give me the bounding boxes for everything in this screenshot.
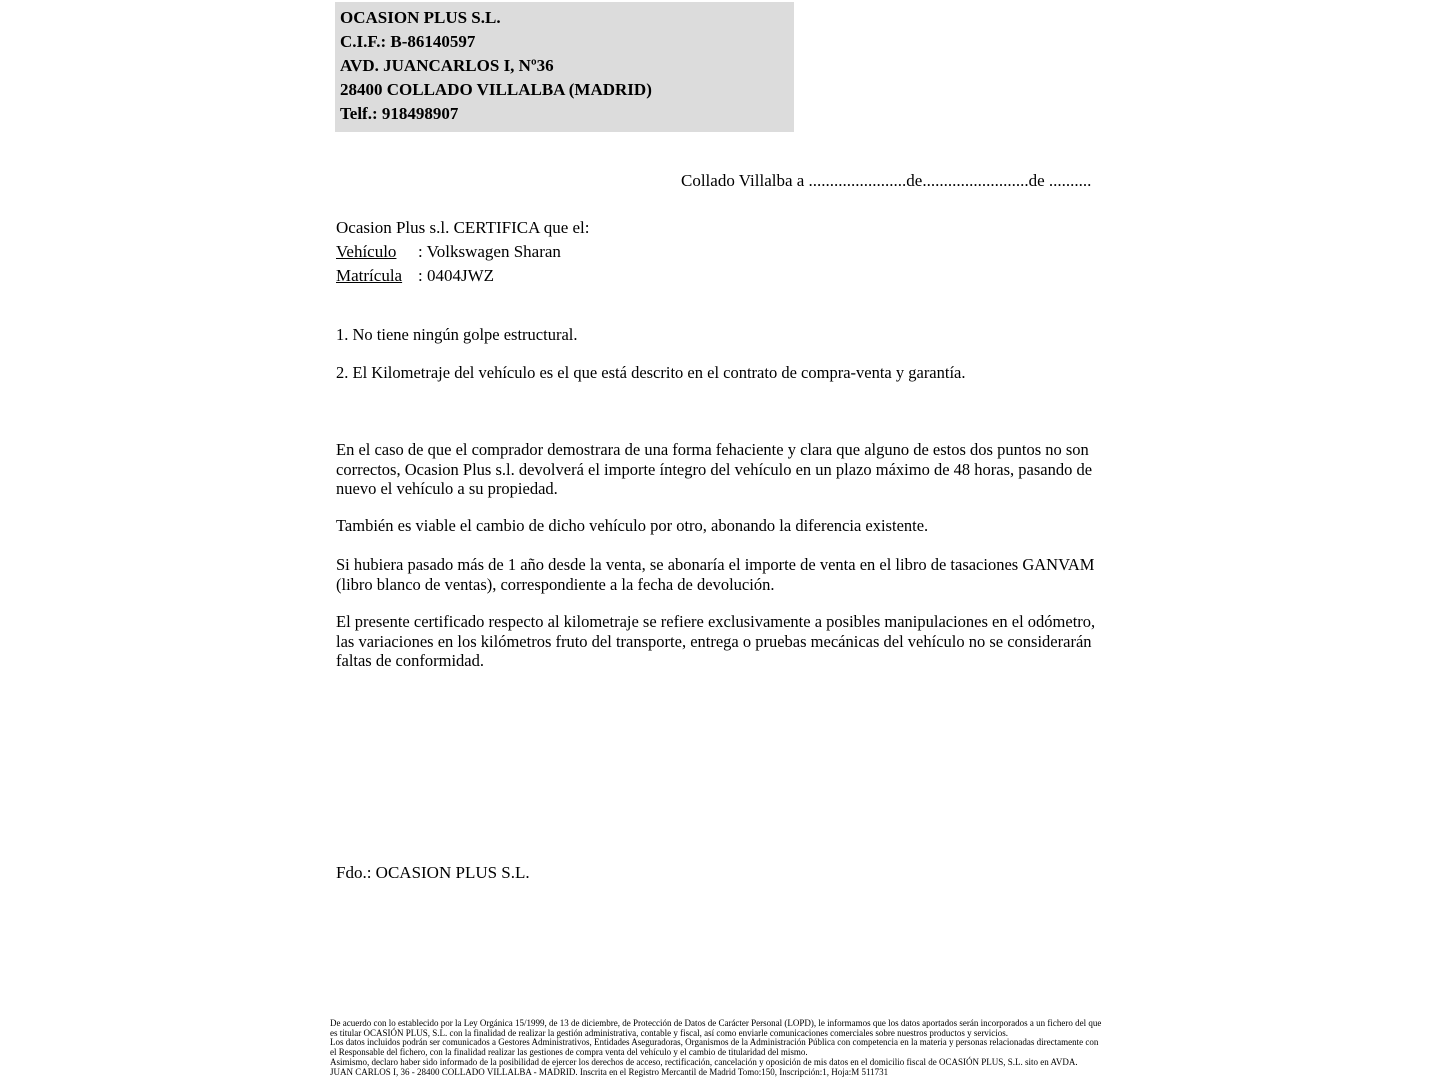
company-cif: C.I.F.: B-86140597: [340, 32, 476, 51]
vehicle-row: [336, 240, 590, 264]
company-phone: Telf.: 918498907: [340, 104, 459, 123]
company-city: 28400 COLLADO VILLALBA (MADRID): [340, 80, 652, 99]
company-address: AVD. JUANCARLOS I, Nº36: [340, 56, 554, 75]
legal-paragraph-data-sharing: Los datos incluidos podrán ser comunicados a Gestores Administrativos, Entidades Aseguradoras, Organismos de la Administración Pública con competencia en la materia y personas relacionadas directamente con el Responsable del fichero, con la finalidad realizar las gestiones de compra venta del vehículo y el cambio de titularidad del mismo.: [330, 1037, 1099, 1058]
paragraph-ganvam: Si hubiera pasado más de 1 año desde la venta, se abonaría el importe de venta en el libro de tasaciones GANVAM (libro blanco de ventas), correspondiente a la fecha de devolución.: [336, 555, 1095, 594]
paragraph-exchange: También es viable el cambio de dicho vehículo por otro, abonando la diferencia existente.: [336, 516, 929, 535]
legal-paragraph-rights: Asimismo, declaro haber sido informado de la posibilidad de ejercer los derechos de acceso, rectificación, cancelación y oposición de mis datos en el domicilio fiscal de OCASIÓN PLUS, S.L. sito en AVDA. JUAN CARLOS I, 36 - 28400 COLLADO VILLALBA - MADRID. Inscrita en el Registro Mercantil de Madrid Tomo:150, Inscripción:1, Hoja:M 511731: [330, 1056, 1078, 1077]
legal-paragraph-lopd: De acuerdo con lo establecido por la Ley Orgánica 15/1999, de 13 de diciembre, de Protección de Datos de Carácter Personal (LOPD), le informamos que los datos aportados serán incorporados a un fichero del que es titular OCASIÓN PLUS, S.L. con la finalidad de realizar la gestión administrativa, contable y fiscal, así como enviarle comunicaciones comerciales sobre nuestros productos y servicios.: [330, 1018, 1102, 1038]
clause-mileage: 2. El Kilometraje del vehículo es el que está descrito en el contrato de compra-venta y garantía.: [336, 363, 966, 382]
letterhead: [335, 2, 794, 132]
vehicle-value: : Volkswagen Sharan: [418, 242, 561, 261]
plate-row: [336, 264, 590, 288]
plate-value: : 0404JWZ: [418, 266, 495, 285]
company-name: OCASION PLUS S.L.: [340, 8, 501, 27]
certification-block: [336, 216, 590, 288]
plate-label: Matrícula: [336, 266, 403, 285]
date-line: Collado Villalba a .......................de.........................de ..........: [681, 171, 1092, 190]
legal-footer: [330, 1019, 1102, 1077]
vehicle-label: Vehículo: [336, 242, 397, 261]
certify-intro: Ocasion Plus s.l. CERTIFICA que el:: [336, 218, 590, 237]
clause-structural: 1. No tiene ningún golpe estructural.: [336, 325, 578, 344]
paragraph-refund: En el caso de que el comprador demostrara de una forma fehaciente y clara que alguno de estos dos puntos no son correctos, Ocasion Plus s.l. devolverá el importe íntegro del vehículo en un plazo máximo de 48 horas, pasando de nuevo el vehículo a su propiedad.: [336, 440, 1093, 498]
paragraph-odometer: El presente certificado respecto al kilometraje se refiere exclusivamente a posibles manipulaciones en el odómetro, las variaciones en los kilómetros fruto del transporte, entrega o pruebas mecánicas del vehículo no se considerarán faltas de conformidad.: [336, 612, 1096, 670]
signature-line: Fdo.: OCASION PLUS S.L.: [336, 863, 530, 882]
